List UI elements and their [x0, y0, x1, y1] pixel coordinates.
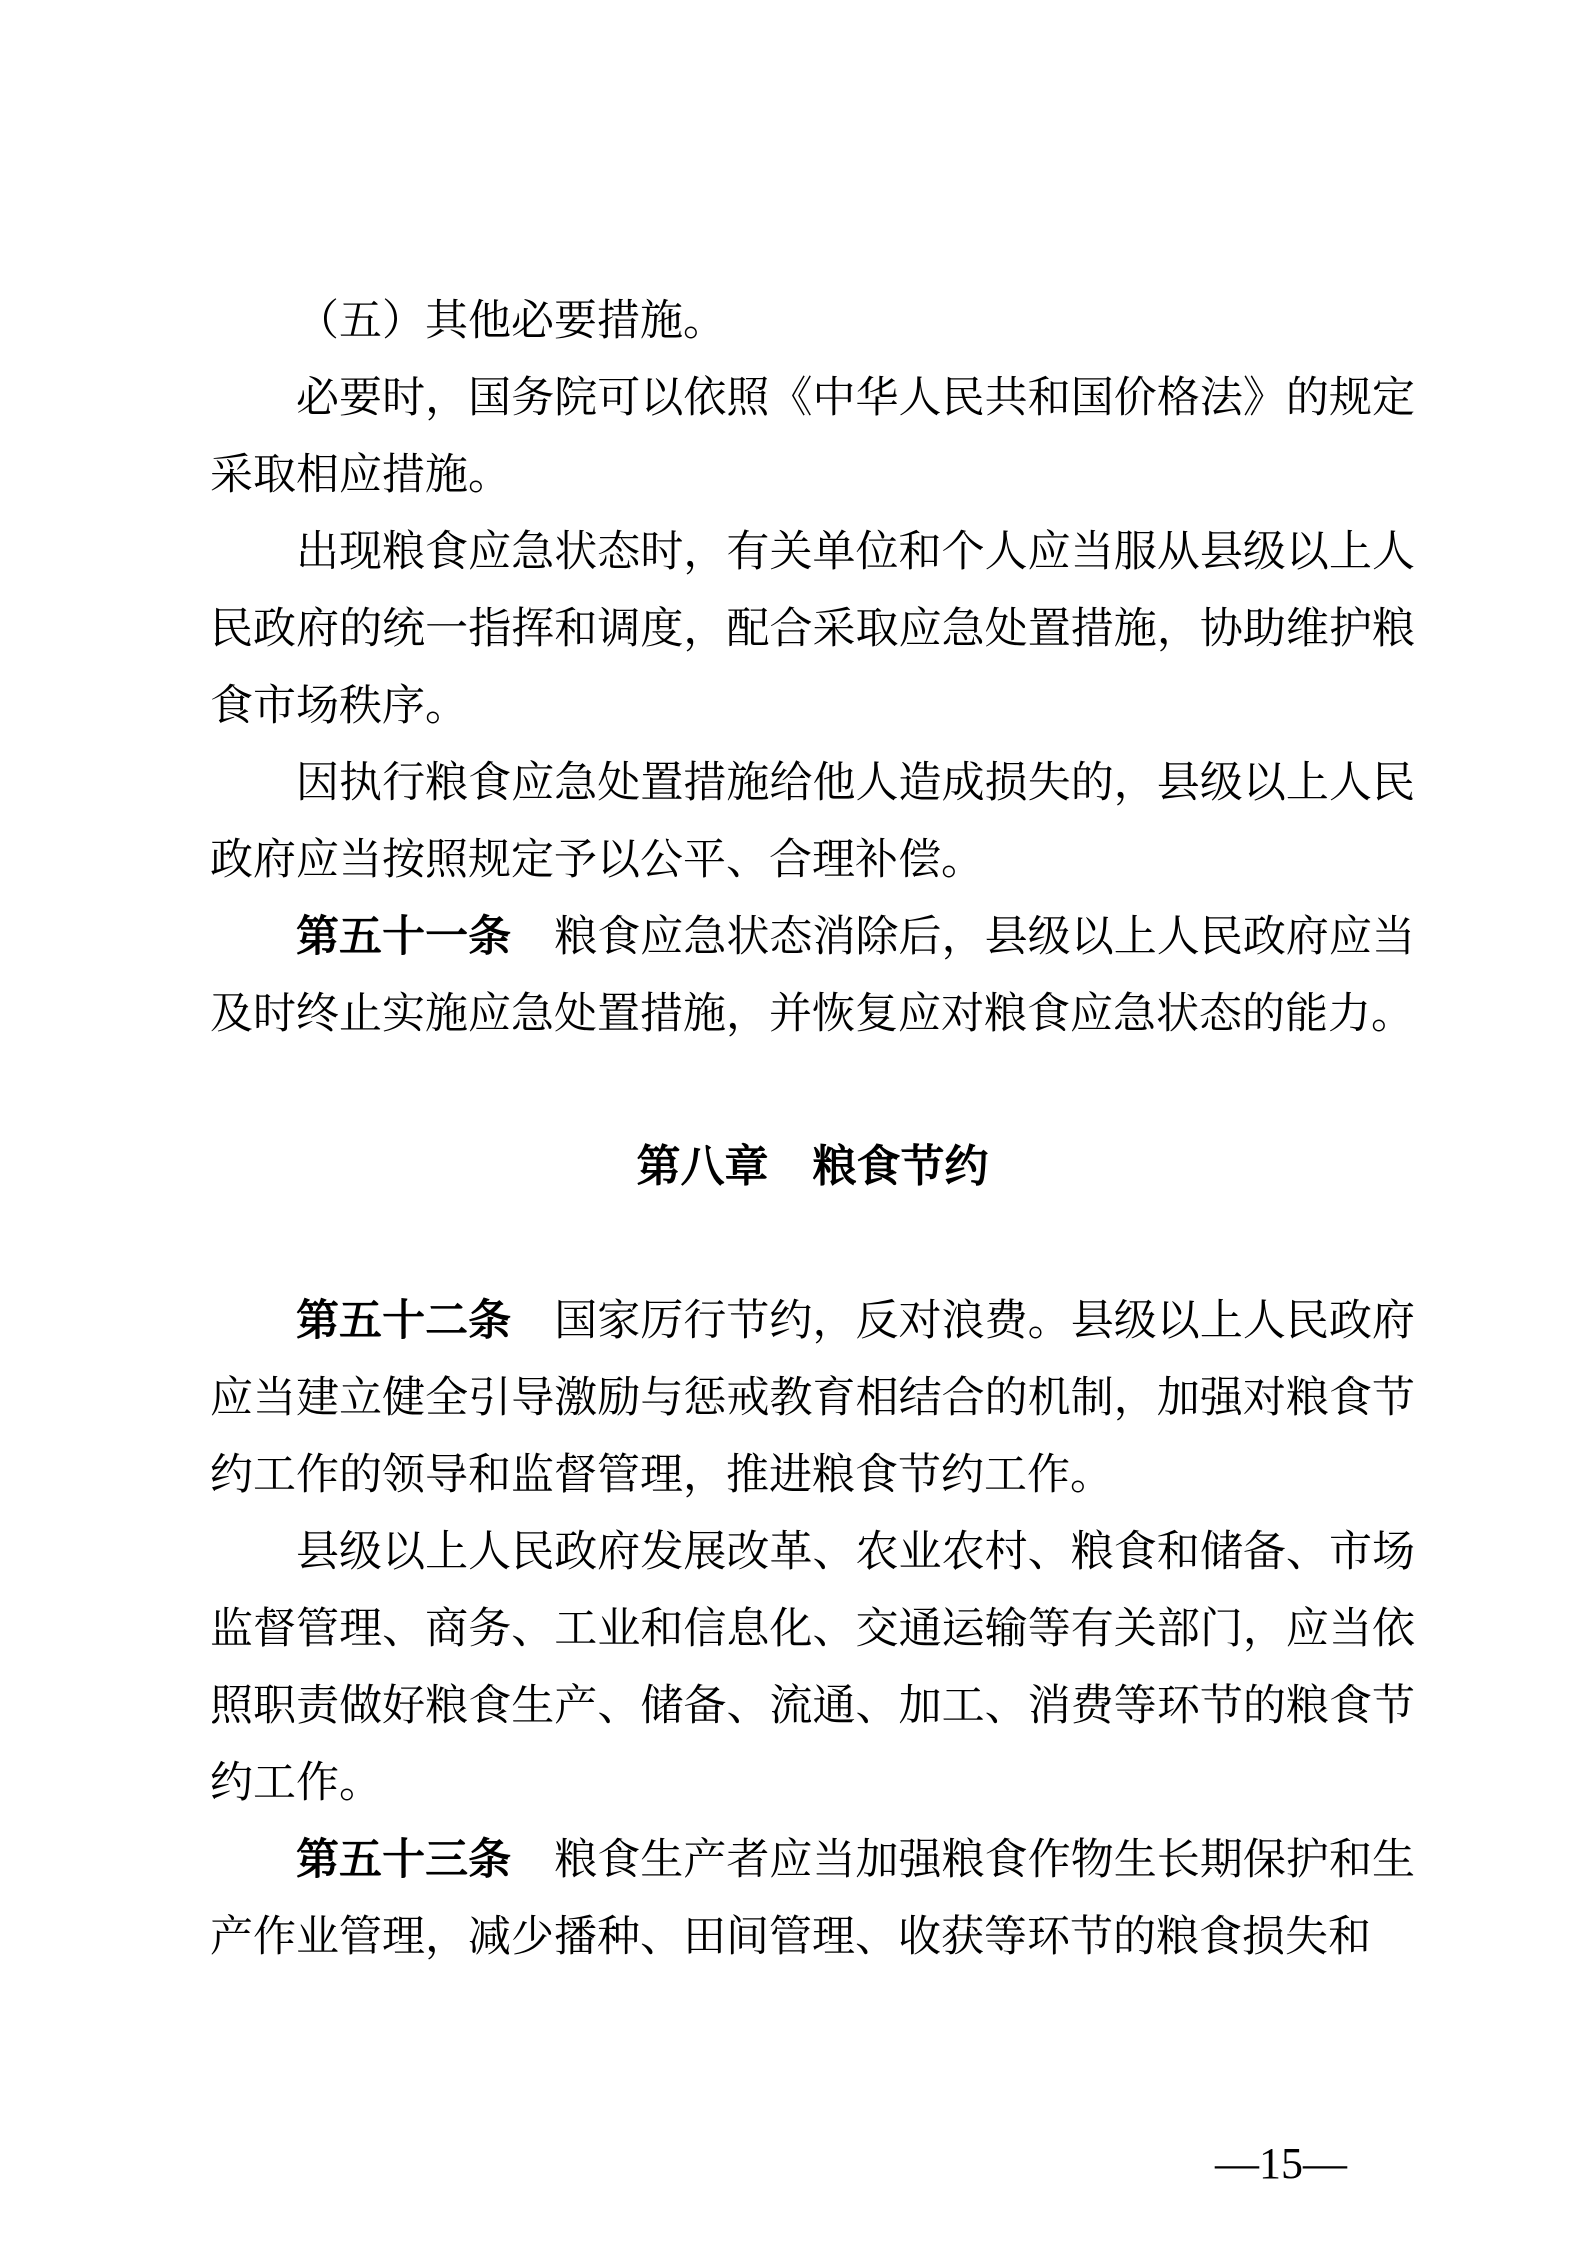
paragraph — [210, 1283, 1415, 1514]
paragraph-text: （五）其他必要措施。 — [296, 298, 726, 345]
paragraph — [210, 1514, 1415, 1822]
paragraph — [210, 899, 1415, 1053]
paragraph-text: 粮食生产者应当加强粮食作物生长期保护和生产作业管理，减少播种、田间管理、收获等环节的粮食损失和 — [210, 1837, 1416, 1961]
article-number: 第五十一条 — [296, 913, 512, 961]
paragraph — [210, 1822, 1415, 1976]
chapter-number: 第八章 — [636, 1142, 769, 1191]
paragraph-text: 必要时，国务院可以依照《中华人民共和国价格法》的规定采取相应措施。 — [210, 375, 1415, 499]
paragraph-text: 出现粮食应急状态时，有关单位和个人应当服从县级以上人民政府的统一指挥和调度，配合采取应急处置措施，协助维护粮食市场秩序。 — [210, 529, 1415, 730]
paragraph-text: 国家厉行节约，反对浪费。县级以上人民政府应当建立健全引导激励与惩戒教育相结合的机制，加强对粮食节约工作的领导和监督管理，推进粮食节约工作。 — [210, 1298, 1416, 1499]
paragraph — [210, 360, 1415, 514]
paragraph — [210, 283, 1415, 360]
paragraph-text: 粮食应急状态消除后，县级以上人民政府应当及时终止实施应急处置措施，并恢复应对粮食应急状态的能力。 — [210, 914, 1416, 1038]
article-number: 第五十三条 — [296, 1836, 512, 1884]
article-number: 第五十二条 — [296, 1297, 512, 1345]
paragraph — [210, 745, 1415, 899]
chapter-heading — [210, 1128, 1415, 1205]
paragraph-text: 县级以上人民政府发展改革、农业农村、粮食和储备、市场监督管理、商务、工业和信息化、交通运输等有关部门，应当依照职责做好粮食生产、储备、流通、加工、消费等环节的粮食节约工作。 — [210, 1529, 1415, 1807]
paragraph-text: 因执行粮食应急处置措施给他人造成损失的，县级以上人民政府应当按照规定予以公平、合理补偿。 — [210, 760, 1415, 884]
page-number: —15— — [1215, 2139, 1347, 2188]
chapter-title: 粮食节约 — [812, 1142, 989, 1191]
paragraph — [210, 514, 1415, 745]
document-body — [210, 283, 1415, 1976]
